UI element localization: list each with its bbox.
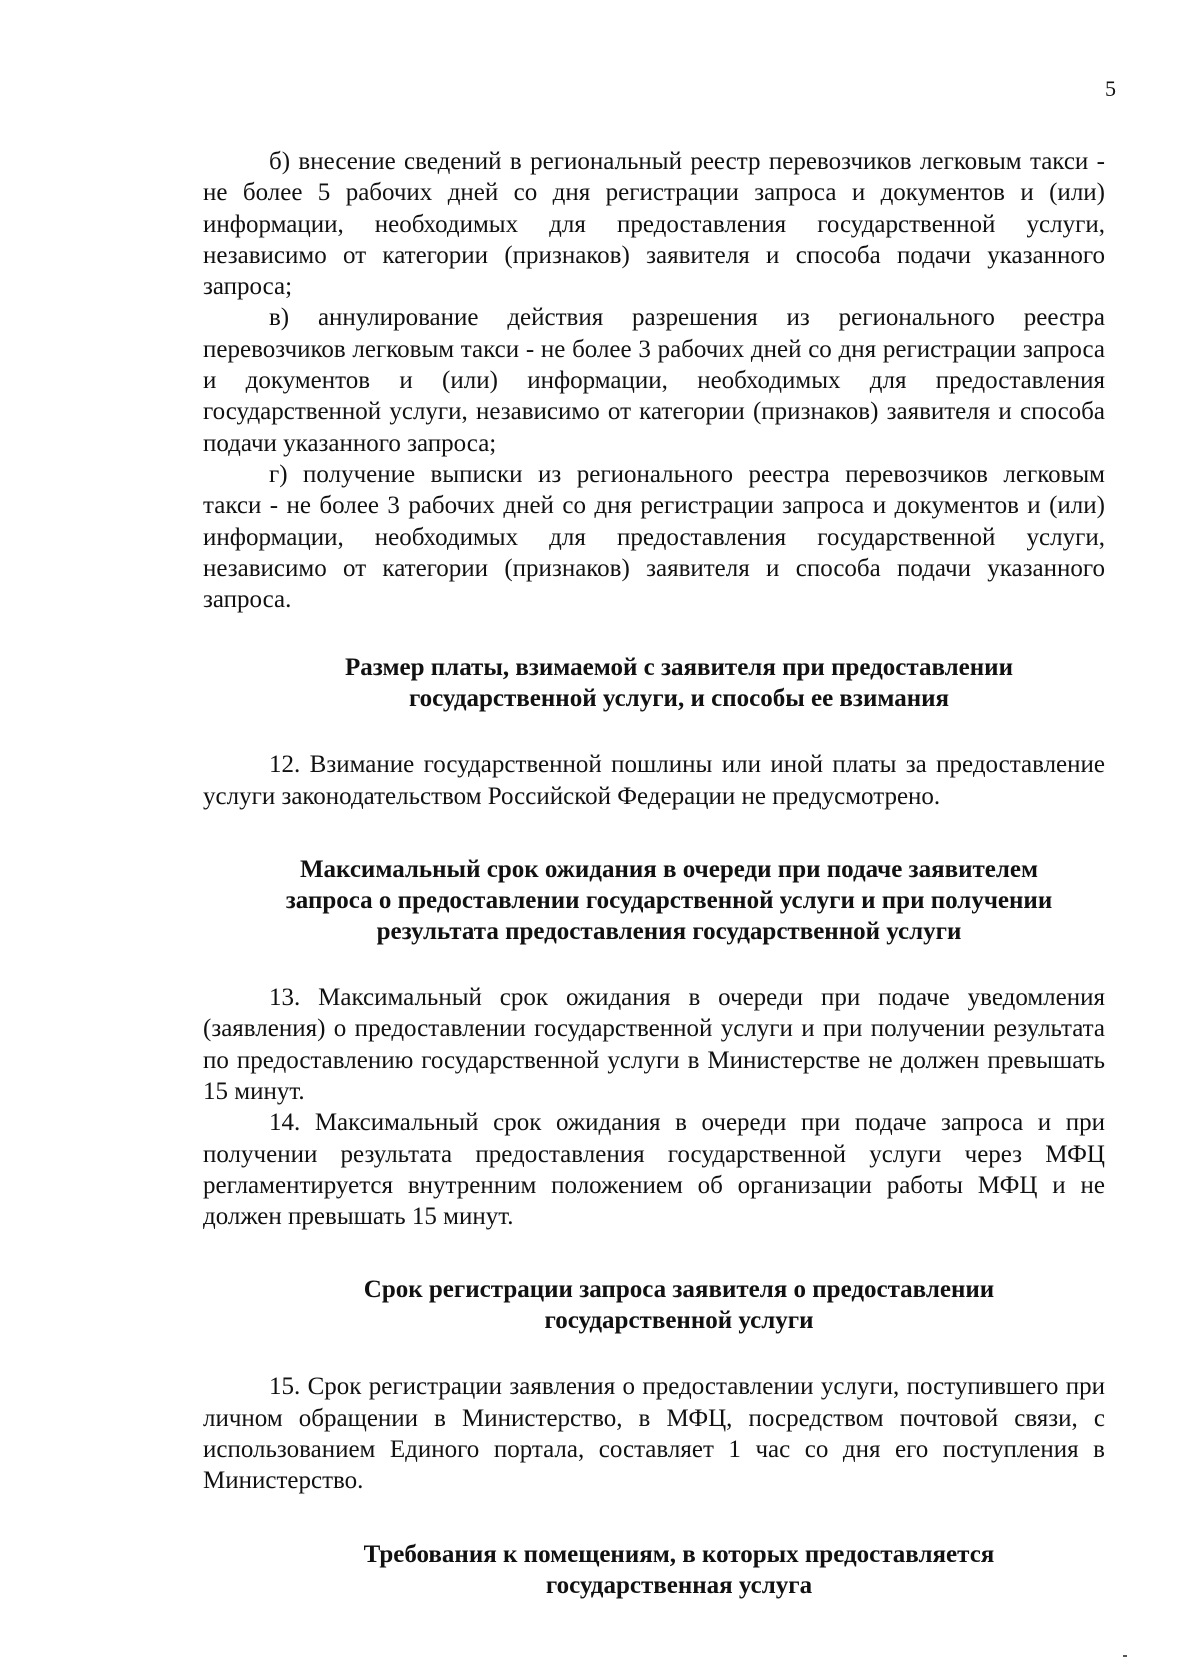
section-heading-fee — [203, 652, 1105, 714]
paragraph-g-registry-extract: г) получение выписки из регионального реестра перевозчиков легковым такси - не более 3 рабочих дней со дня регистрации запроса и документов и (или) информации, необходимых для предоставления государственной услуги, независимо от категории (признаков) заявителя и способа подачи указанного запроса. — [203, 460, 1105, 614]
section-heading-premises — [203, 1539, 1105, 1601]
section-heading-registration-term — [203, 1274, 1105, 1336]
page-number: 5 — [1105, 76, 1116, 101]
heading-line: Срок регистрации запроса заявителя о предоставлении — [363, 1276, 995, 1304]
paragraph-15-registration: 15. Срок регистрации заявления о предоставлении услуги, поступившего при личном обращении в Министерство, в МФЦ, посредством почтовой связи, с использованием Единого портала, составляет 1 час со дня его поступления в Министерство. — [203, 1373, 1105, 1495]
paragraph-13-queue-ministry: 13. Максимальный срок ожидания в очереди при подаче уведомления (заявления) о предоставлении государственной услуги и при получении результата по предоставлению государственной услуги в Министерстве не должен превышать 15 минут. — [203, 984, 1105, 1105]
paragraph-v-permit-cancellation: в) аннулирование действия разрешения из регионального реестра перевозчиков легковым такси - не более 3 рабочих дней со дня регистрации запроса и документов и (или) информации, необходимых для предоставления государственной услуги, независимо от категории (признаков) заявителя и способа подачи указанного запроса; — [203, 304, 1105, 457]
heading-line: государственная услуга — [545, 1571, 813, 1599]
scan-edge-mark — [1123, 1655, 1127, 1657]
paragraph-12-fee: 12. Взимание государственной пошлины или иной платы за предоставление услуги законодательством Российской Федерации не предусмотрено. — [203, 751, 1105, 810]
heading-line: Требования к помещениям, в которых предоставляется — [363, 1540, 995, 1568]
paragraph-14-queue-mfc: 14. Максимальный срок ожидания в очереди при подаче запроса и при получении результата предоставления государственной услуги через МФЦ регламентируется внутренним положением об организации работы МФЦ и не должен превышать 15 минут. — [203, 1109, 1105, 1231]
heading-line: результата предоставления государственной услуги — [376, 918, 962, 946]
heading-line: государственной услуги — [544, 1307, 814, 1335]
document-body — [203, 146, 1105, 1601]
heading-line: Максимальный срок ожидания в очереди при подаче заявителем — [299, 856, 1039, 884]
paragraph-b-registry-entry: б) внесение сведений в региональный реестр перевозчиков легковым такси - не более 5 рабочих дней со дня регистрации запроса и документов и (или) информации, необходимых для предоставления государственной услуги, независимо от категории (признаков) заявителя и способа подачи указанного запроса; — [203, 148, 1105, 301]
section-heading-queue-time — [203, 854, 1105, 947]
heading-line: Размер платы, взимаемой с заявителя при предоставлении — [345, 654, 1013, 682]
heading-line: запроса о предоставлении государственной услуги и при получении — [285, 887, 1053, 915]
heading-line: государственной услуги, и способы ее взимания — [408, 685, 950, 713]
